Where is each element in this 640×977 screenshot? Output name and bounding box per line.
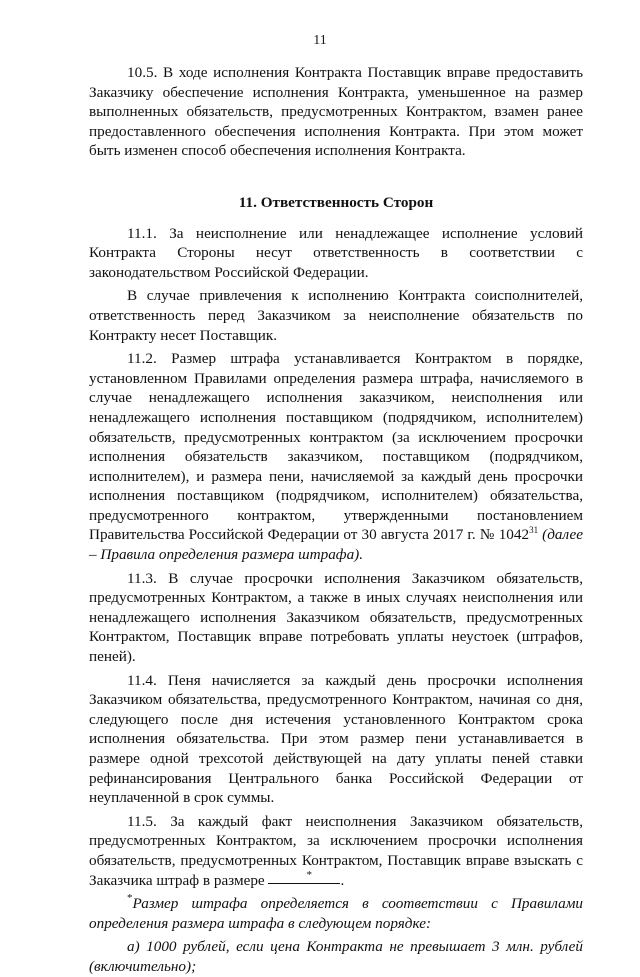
note-asterisk: * [127,892,133,905]
fill-in-blank [268,868,340,884]
document-body [89,63,583,977]
paragraph-11-5 [89,812,583,890]
fine-note-text: Размер штрафа определяется в соответствии с Правилами определения размера штрафа в следующем порядке: [89,895,583,932]
fine-note-item-a [89,937,583,976]
paragraph-11-4: 11.4. Пеня начисляется за каждый день просрочки исполнения Заказчиком обязательства, предусмотренного Контрактом, начиная со дня, следующего после дня истечения установленного Контрактом срока исполнения обязательства. При этом размер пени устанавливается в размере одной трехсотой действующей на дату уплаты пеней ставки рефинансирования Центрального банка Российской Федерации от неуплаченной в срок суммы. [89,671,583,807]
fine-note [89,894,583,933]
paragraph-10-5: 10.5. В ходе исполнения Контракта Поставщик вправе предоставить Заказчику обеспечение исполнения Контракта, уменьшенное на размер выполненных обязательств, предусмотренных Контрактом, взамен ранее предоставленного обеспечения исполнения Контракта. При этом может быть изменен способ обеспечения исполнения Контракта. [89,64,583,160]
section-heading: 11. Ответственность Сторон [238,193,434,211]
paragraph-11-1: 11.1. За неисполнение или ненадлежащее исполнение условий Контракта Стороны несут ответственность в соответствии с законодательством Российской Федерации. [89,224,583,281]
paragraph-11-3: 11.3. В случае просрочки исполнения Заказчиком обязательств, предусмотренных Контрактом, а также в иных случаях неисполнения или ненадлежащего исполнения Заказчиком обязательств, предусмотренных Контрактом, Поставщик вправе потребовать уплаты неустоек (штрафов, пеней). [89,569,583,666]
paragraph-11-5-text: 11.5. За каждый факт неисполнения Заказчиком обязательств, предусмотренных Контрактом, за исключением просрочки исполнения обязательств, предусмотренных Контрактом, Поставщик вправе взыскать с Заказчика штраф в размере [89,812,583,889]
paragraph-11-2-text: 11.2. Размер штрафа устанавливается Контрактом в порядке, установленном Правилами определения размера штрафа, начисляемого в случае ненадлежащего исполнения заказчиком, неисполнения или ненадлежащего исполнения поставщиком (подрядчиком, исполнителем) обязательств, предусмотренных контрактом (за исключением просрочки исполнения обязательств заказчиком, поставщиком (подрядчиком, исполнителем), и размера пени, начисляемой за каждый день просрочки исполнения поставщиком (подрядчиком, исполнителем) обязательства, предусмотренного контрактом, утвержденными постановлением Правительства Российской Федерации от 30 августа 2017 г. № 1042 [89,350,583,544]
paragraph-11-5-tail: . [340,871,345,889]
paragraph-11-2 [89,349,583,565]
blank-asterisk: * [306,868,312,881]
fine-note-item-a-text: а) 1000 рублей, если цена Контракта не превышает 3 млн. рублей (включительно); [89,938,583,975]
page-number: 11 [313,33,327,48]
paragraph-11-1-subcontractors: В случае привлечения к исполнению Контракта соисполнителей, ответственность перед Заказчиком за неисполнение обязательств по Контракту несет Поставщик. [89,287,583,344]
paragraph-11-2-definition: (далее – Правила определения размера штрафа). [89,526,583,564]
footnote-reference: 31 [529,525,539,536]
